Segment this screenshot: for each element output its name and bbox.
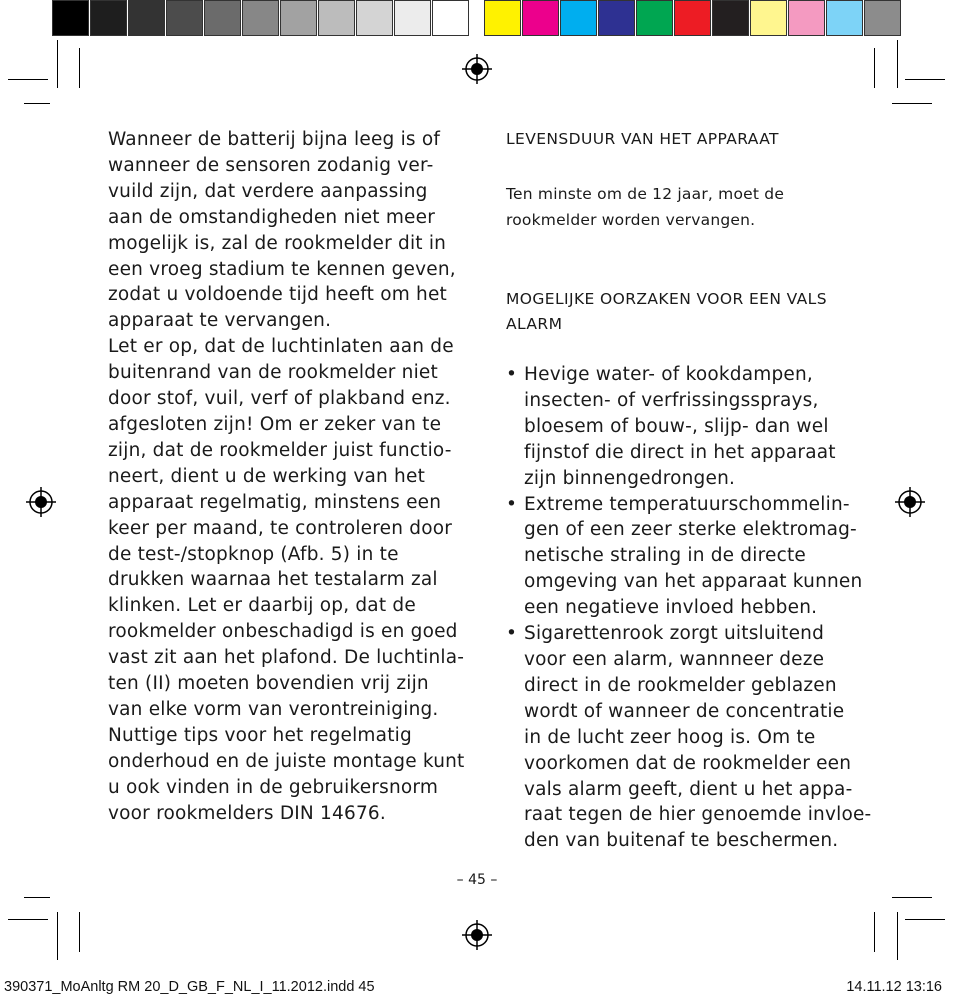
list-item-line: [506, 440, 866, 466]
crop-mark: [24, 897, 50, 898]
color-swatch: [522, 0, 559, 36]
color-swatch: [356, 0, 393, 36]
paragraph-line: Ten minste om de 12 jaar, moet de: [506, 185, 785, 203]
list-item-text: een negatieve invloed hebben.: [524, 597, 818, 619]
page-number: – 45 –: [456, 872, 498, 888]
color-swatch: [52, 0, 89, 36]
color-swatch: [484, 0, 521, 36]
registration-mark-icon: [895, 487, 925, 517]
process-color-bar: [484, 0, 902, 38]
crop-mark: [892, 103, 932, 104]
crop-mark: [8, 919, 48, 920]
list-item-text: insecten- of verfrissingssprays,: [524, 389, 819, 411]
list-item-text: voorkomen dat de rookmelder een: [524, 752, 852, 774]
color-swatch: [280, 0, 317, 36]
color-swatch: [204, 0, 241, 36]
list-item-line: [506, 725, 866, 751]
list-item-line: [506, 388, 866, 414]
paragraph-line: klinken. Let er daarbij op, dat de: [108, 595, 416, 617]
crop-mark: [874, 48, 875, 88]
paragraph-line: onderhoud en de juiste montage kunt: [108, 750, 465, 772]
color-swatch: [598, 0, 635, 36]
paragraph-line: wanneer de sensoren zodanig ver-: [108, 154, 434, 176]
paragraph-line: rookmelder worden vervangen.: [506, 211, 756, 229]
color-swatch: [864, 0, 901, 36]
paragraph-line: zodat u voldoende tijd heeft om het: [108, 284, 447, 306]
crop-mark: [892, 897, 932, 898]
left-text-column: [108, 127, 468, 826]
list-item-line: [506, 673, 866, 699]
color-swatch: [90, 0, 127, 36]
color-swatch: [394, 0, 431, 36]
false-alarm-heading: MOGELIJKE OORZAKEN VOOR EEN VALS: [506, 290, 827, 308]
list-item-text: bloesem of bouw-, slijp- dan wel: [524, 415, 829, 437]
false-alarm-heading: ALARM: [506, 315, 563, 333]
list-item-line: [506, 543, 866, 569]
paragraph-line: vuild zijn, dat verdere aanpassing: [108, 180, 428, 202]
bullet-icon: •: [506, 493, 518, 515]
list-item: [506, 621, 872, 854]
list-item: [506, 362, 866, 492]
crop-mark: [897, 912, 898, 960]
paragraph-line: afgesloten zijn! Om er zeker van te: [108, 413, 442, 435]
list-item-line: [506, 802, 872, 828]
crop-mark: [905, 919, 945, 920]
crop-mark: [874, 912, 875, 952]
list-item-line: [506, 647, 866, 673]
paragraph-line: drukken waarnaa het testalarm zal: [108, 569, 438, 591]
list-item-text: gen of een zeer sterke elektromag-: [524, 519, 857, 541]
color-swatch: [432, 0, 469, 36]
list-item-text: Extreme temperatuurschommelin-: [524, 493, 850, 515]
paragraph-line: van elke vorm van verontreiniging.: [108, 698, 439, 720]
list-item-text: Hevige water- of kookdampen,: [524, 364, 814, 385]
list-item-text: raat tegen de hier genoemde invloe-: [524, 804, 872, 826]
paragraph-line: vast zit aan het plafond. De luchtinla-: [108, 647, 465, 669]
paragraph-line: buitenrand van de rookmelder niet: [108, 362, 438, 384]
color-swatch: [128, 0, 165, 36]
list-item-text: in de lucht zeer hoog is. Om te: [524, 726, 816, 748]
list-item-text: omgeving van het apparaat kunnen: [524, 571, 863, 593]
list-item-text: wordt of wanneer de concentratie: [524, 700, 845, 722]
color-swatch: [712, 0, 749, 36]
lifespan-heading: LEVENSDUUR VAN HET APPARAAT: [506, 130, 779, 148]
crop-mark: [57, 40, 58, 88]
crop-mark: [897, 40, 898, 88]
paragraph-line: apparaat te vervangen.: [108, 310, 332, 332]
list-item-text: Sigarettenrook zorgt uitsluitend: [524, 623, 825, 645]
crop-mark: [24, 103, 50, 104]
list-item-line: [506, 699, 866, 725]
color-swatch: [318, 0, 355, 36]
list-item-line: [506, 414, 866, 440]
paragraph-line: neert, dient u de werking van het: [108, 465, 426, 487]
registration-mark-icon: [26, 487, 56, 517]
crop-mark: [8, 79, 48, 80]
list-item-line: [506, 751, 866, 777]
list-item-line: [506, 492, 866, 518]
crop-mark: [79, 912, 80, 952]
paragraph-line: aan de omstandigheden niet meer: [108, 206, 436, 228]
bullet-icon: •: [506, 623, 518, 645]
lifespan-paragraph: [506, 181, 866, 233]
list-item-text: den van buitenaf te beschermen.: [524, 830, 839, 852]
list-item: [506, 492, 866, 622]
paragraph-line: Let er op, dat de luchtinlaten aan de: [108, 336, 454, 358]
color-swatch: [750, 0, 787, 36]
paragraph-line: apparaat regelmatig, minstens een: [108, 491, 442, 513]
crop-mark: [57, 912, 58, 960]
paragraph-line: zijn, dat de rookmelder juist functio-: [108, 439, 452, 461]
list-item-line: [506, 595, 866, 621]
list-item-text: direct in de rookmelder geblazen: [524, 674, 837, 696]
list-item-text: fijnstof die direct in het apparaat: [524, 441, 836, 463]
paragraph-line: rookmelder onbeschadigd is en goed: [108, 621, 458, 643]
right-text-column: [506, 127, 872, 854]
crop-mark: [905, 79, 945, 80]
paragraph-line: de test-/stopknop (Afb. 5) in te: [108, 543, 399, 565]
grayscale-color-bar: [52, 0, 470, 38]
list-item-line: [506, 517, 866, 543]
list-item-text: netische straling in de directe: [524, 545, 806, 567]
slug-filename: 390371_MoAnltg RM 20_D_GB_F_NL_I_11.2012.indd 45: [4, 979, 375, 995]
registration-mark-icon: [462, 54, 492, 84]
slug-timestamp: 14.11.12 13:16: [846, 979, 942, 995]
paragraph-line: door stof, vuil, verf of plakband enz.: [108, 388, 451, 410]
crop-mark: [79, 48, 80, 88]
list-item-line: [506, 362, 866, 388]
color-swatch: [788, 0, 825, 36]
list-item-line: [506, 777, 866, 803]
color-swatch: [826, 0, 863, 36]
color-swatch: [166, 0, 203, 36]
list-item-text: zijn binnengedrongen.: [524, 467, 736, 489]
paragraph-line: u ook vinden in de gebruikersnorm: [108, 776, 439, 798]
list-item-line: [506, 621, 866, 647]
list-item-text: voor een alarm, wannneer deze: [524, 648, 825, 670]
list-item-line: [506, 569, 866, 595]
paragraph-line: keer per maand, te controleren door: [108, 517, 453, 539]
list-item-text: vals alarm geeft, dient u het appa-: [524, 778, 853, 800]
paragraph-line: Nuttige tips voor het regelmatig: [108, 724, 412, 746]
registration-mark-icon: [462, 920, 492, 950]
color-swatch: [242, 0, 279, 36]
color-swatch: [560, 0, 597, 36]
list-item-line: [506, 466, 866, 492]
color-swatch: [636, 0, 673, 36]
paragraph-line: voor rookmelders DIN 14676.: [108, 802, 386, 824]
paragraph-line: een vroeg stadium te kennen geven,: [108, 258, 456, 280]
paragraph-line: ten (II) moeten bovendien vrij zijn: [108, 673, 429, 695]
false-alarm-cause-list: [506, 362, 872, 854]
bullet-icon: •: [506, 364, 518, 385]
paragraph-line: mogelijk is, zal de rookmelder dit in: [108, 232, 447, 254]
color-swatch: [674, 0, 711, 36]
paragraph-line: Wanneer de batterij bijna leeg is of: [108, 129, 441, 150]
list-item-line: [506, 828, 866, 854]
